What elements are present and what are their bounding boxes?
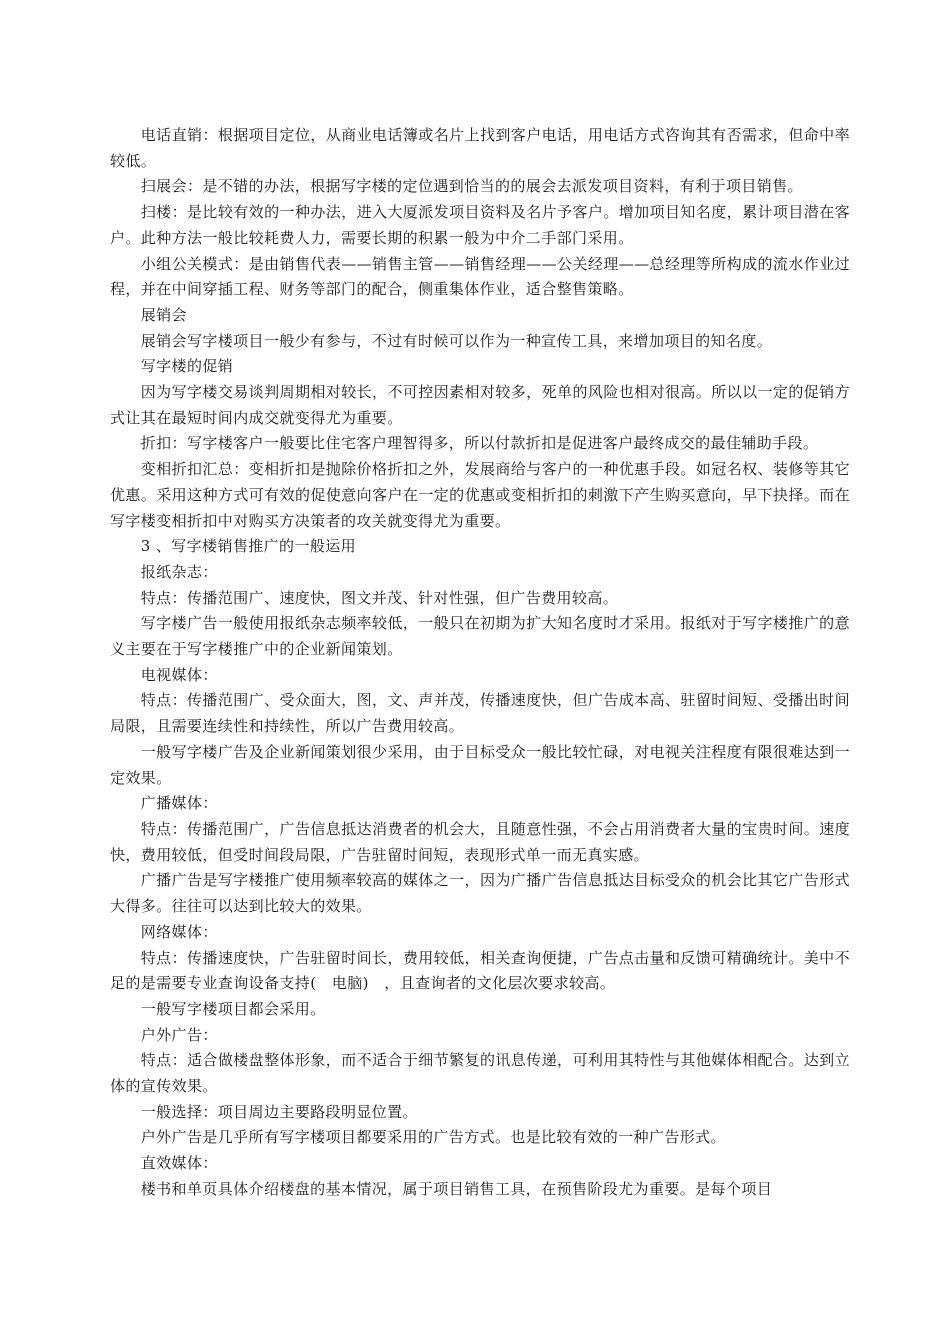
paragraph-outdoor-selection: 一般选择：项目周边主要路段明显位置。: [140, 1102, 418, 1121]
heading-outdoor: 户外广告：: [140, 1025, 218, 1044]
paragraph-newspaper-usage: 写字楼广告一般使用报纸杂志频率较低，一般只在初期为扩大知名度时才采用。报纸对于写字楼推广的意义主要在于写字楼推广中的企业新闻策划。: [110, 614, 850, 659]
paragraph-outdoor-features: 特点：适合做楼盘整体形象，而不适合于细节繁复的讯息传递，可利用其特性与其他媒体相配合。达到立体的宣传效果。: [110, 1051, 850, 1096]
document-body: [110, 123, 850, 1203]
paragraph-internet-usage: 一般写字楼项目都会采用。: [140, 999, 326, 1018]
heading-internet: 网络媒体：: [140, 922, 218, 941]
paragraph-exhibition-sweep: 扫展会：是不错的办法，根据写字楼的定位遇到恰当的的展会去派发项目资料，有利于项目销售。: [140, 177, 803, 196]
paragraph-outdoor-usage: 户外广告是几乎所有写字楼项目都要采用的广告方式。也是比较有效的一种广告形式。: [140, 1128, 726, 1147]
paragraph-promotion-intro: 因为写字楼交易谈判周期相对较长，不可控因素相对较多，死单的风险也相对很高。所以以一定的促销方式让其在最短时间内成交就变得尤为重要。: [110, 383, 850, 427]
paragraph-disguised-discount: 变相折扣汇总：变相折扣是抛除价格折扣之外，发展商给与客户的一种优惠手段。如冠名权、装修等其它优惠。采用这种方式可有效的促使意向客户在一定的优惠或变相折扣的刺激下产生购买意向，早下抉择。而在写字楼变相折扣中对购买方决策者的攻关就变得尤为重要。: [110, 460, 850, 530]
paragraph-radio-usage: 广播广告是写字楼推广使用频率较高的媒体之一，因为广播广告信息抵达目标受众的机会比其它广告形式大得多。往往可以达到比较大的效果。: [110, 871, 850, 916]
paragraph-trade-fair: 展销会写字楼项目一般少有参与，不过有时候可以作为一种宣传工具，来增加项目的知名度。: [140, 331, 773, 350]
heading-trade-fair: 展销会: [140, 305, 187, 324]
paragraph-direct-media: 楼书和单页具体介绍楼盘的基本情况，属于项目销售工具，在预售阶段尤为重要。是每个项目: [140, 1179, 773, 1198]
paragraph-tv-features: 特点：传播范围广、受众面大，图，文、声并茂，传播速度快，但广告成本高、驻留时间短、受播出时间局限，且需要连续性和持续性，所以广告费用较高。: [110, 691, 850, 736]
heading-office-promotion: 写字楼的促销: [140, 357, 234, 376]
paragraph-newspaper-features: 特点：传播范围广、速度快，图文并茂、针对性强，但广告费用较高。: [140, 588, 619, 607]
heading-section-3: 3 、写字楼销售推广的一般运用: [140, 537, 357, 556]
paragraph-telephone-sales: 电话直销：根据项目定位，从商业电话簿或名片上找到客户电话，用电话方式咨询其有否需求，但命中率较低。: [110, 126, 850, 170]
paragraph-group-pr-mode: 小组公关模式：是由销售代表——销售主管——销售经理——公关经理——总经理等所构成的流水作业过程，并在中间穿插工程、财务等部门的配合，侧重集体作业，适合整售策略。: [110, 254, 850, 299]
heading-newspaper: 报纸杂志：: [140, 562, 218, 581]
paragraph-building-sweep: 扫楼：是比较有效的一种办法，进入大厦派发项目资料及名片予客户。增加项目知名度，累计项目潜在客户。此种方法一般比较耗费人力，需要长期的积累一般为中介二手部门采用。: [110, 203, 850, 247]
heading-tv: 电视媒体：: [140, 665, 218, 684]
heading-direct-media: 直效媒体：: [140, 1154, 218, 1173]
paragraph-tv-usage: 一般写字楼广告及企业新闻策划很少采用，由于目标受众一般比较忙碌，对电视关注程度有限很难达到一定效果。: [110, 742, 850, 787]
paragraph-discount: 折扣：写字楼客户一般要比住宅客户理智得多，所以付款折扣是促进客户最终成交的最佳辅助手段。: [140, 434, 819, 453]
paragraph-radio-features: 特点：传播范围广，广告信息抵达消费者的机会大，且随意性强，不会占用消费者大量的宝贵时间。速度快，费用较低，但受时间段局限，广告驻留时间短，表现形式单一而无真实感。: [110, 819, 850, 864]
paragraph-internet-features: 特点：传播速度快，广告驻留时间长，费用较低，相关查询便捷，广告点击量和反馈可精确统计。美中不足的是需要专业查询设备支持( 电脑) ，且查询者的文化层次要求较高。: [110, 948, 850, 993]
heading-radio: 广播媒体：: [140, 794, 218, 813]
